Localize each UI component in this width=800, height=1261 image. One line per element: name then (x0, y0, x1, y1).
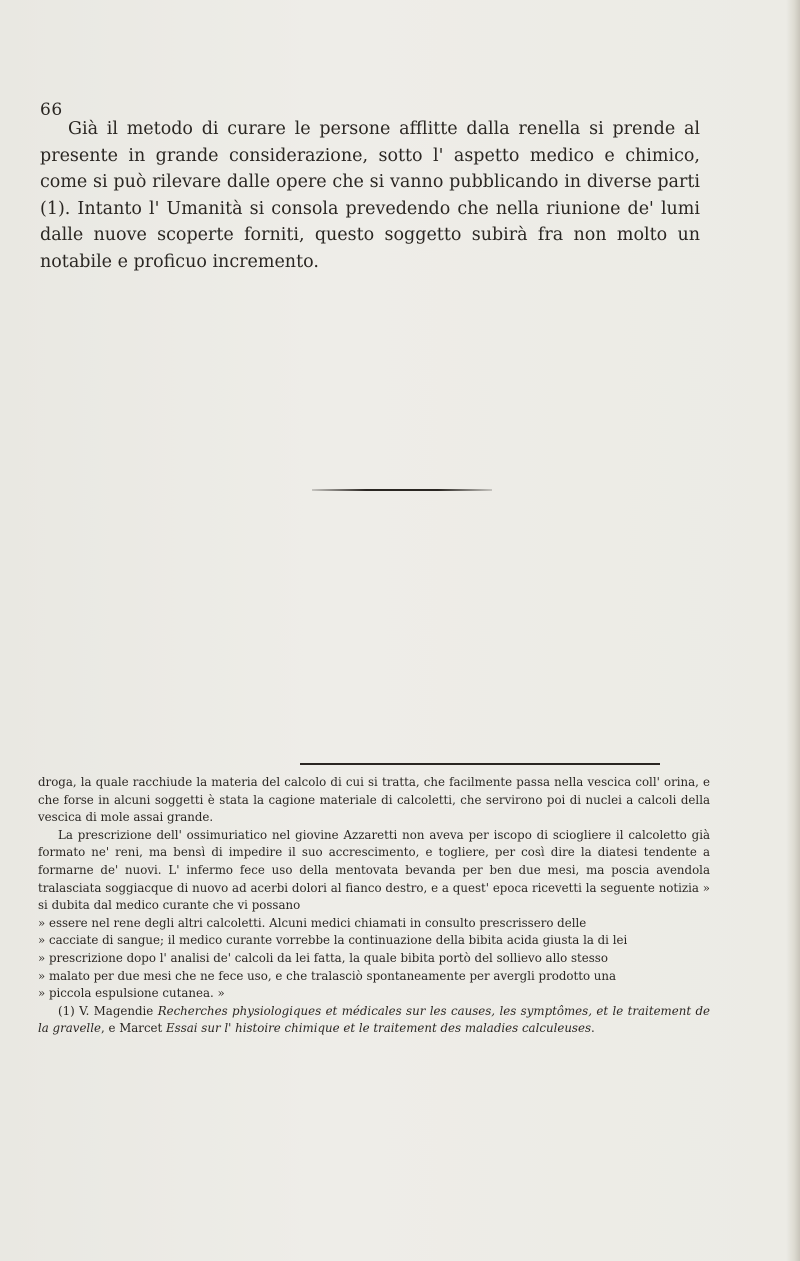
page-edge-shadow (786, 0, 800, 1261)
reference-prefix: (1) V. Magendie (58, 1003, 158, 1018)
reference-end: . (591, 1021, 595, 1036)
footnote-paragraph: La prescrizione dell' ossimuriatico nel giovine Azzaretti non aveva per iscopo di sciogliere il calcoletto già formato ne' reni, ma bensì di impedire il suo accrescimento, e togliere, per così dire la diatesi tendente a formarne de' nuovi. L' infermo fece uso della mentovata bevanda per ben due mesi, ma poscia avendola tralasciata soggiacque di nuovo ad acerbi dolori al fianco destro, e a quest' epoca ricevetti la seguente notizia » si dubita dal medico curante che vi possano (38, 827, 710, 913)
footnote-quote-line: » prescrizione dopo l' analisi de' calcoli da lei fatta, la quale bibita portò del sollievo allo stesso (38, 950, 608, 965)
footnote-quote-line: » essere nel rene degli altri calcoletti. Alcuni medici chiamati in consulto prescrissero delle (38, 915, 587, 930)
footnote-reference (38, 1003, 710, 1038)
section-divider (312, 489, 492, 491)
footnote-divider (300, 763, 660, 765)
main-paragraph: Già il metodo di curare le persone afflitte dalla renella si prende al presente in grande considerazione, sotto l' aspetto medico e chimico, come si può rilevare dalle opere che si vanno pubblicando in diverse parti (1). Intanto l' Umanità si consola prevedendo che nella riunione de' lumi dalle nuove scoperte forniti, questo soggetto subirà fra non molto un notabile e proficuo incremento. (40, 119, 700, 272)
reference-title-magendie: Recherches physiologiques et médicales sur les causes, les symptômes, et le traitement de la gravelle (38, 1003, 710, 1036)
footnote-continuation: droga, la quale racchiude la materia del calcolo di cui si tratta, che facilmente passa nella vescica coll' orina, e che forse in alcuni soggetti è stata la cagione materiale di calcoletti, che servirono poi di nuclei a calcoli della vescica di mole assai grande. (38, 775, 710, 825)
main-text-block (40, 116, 700, 275)
footnotes-block (38, 774, 710, 1038)
reference-connector: , e Marcet (100, 1021, 167, 1036)
footnote-quote-line: » malato per due mesi che ne fece uso, e che tralasciò spontaneamente per avergli prodotto una (38, 968, 617, 983)
page-number: 66 (40, 100, 63, 120)
footnote-quote-line: » cacciate di sangue; il medico curante vorrebbe la continuazione della bibita acida giusta la di lei (38, 933, 628, 948)
footnote-quote-line: » piccola espulsione cutanea. » (38, 986, 225, 1001)
reference-title-marcet: Essai sur l' histoire chimique et le traitement des maladies calculeuses (166, 1021, 592, 1036)
